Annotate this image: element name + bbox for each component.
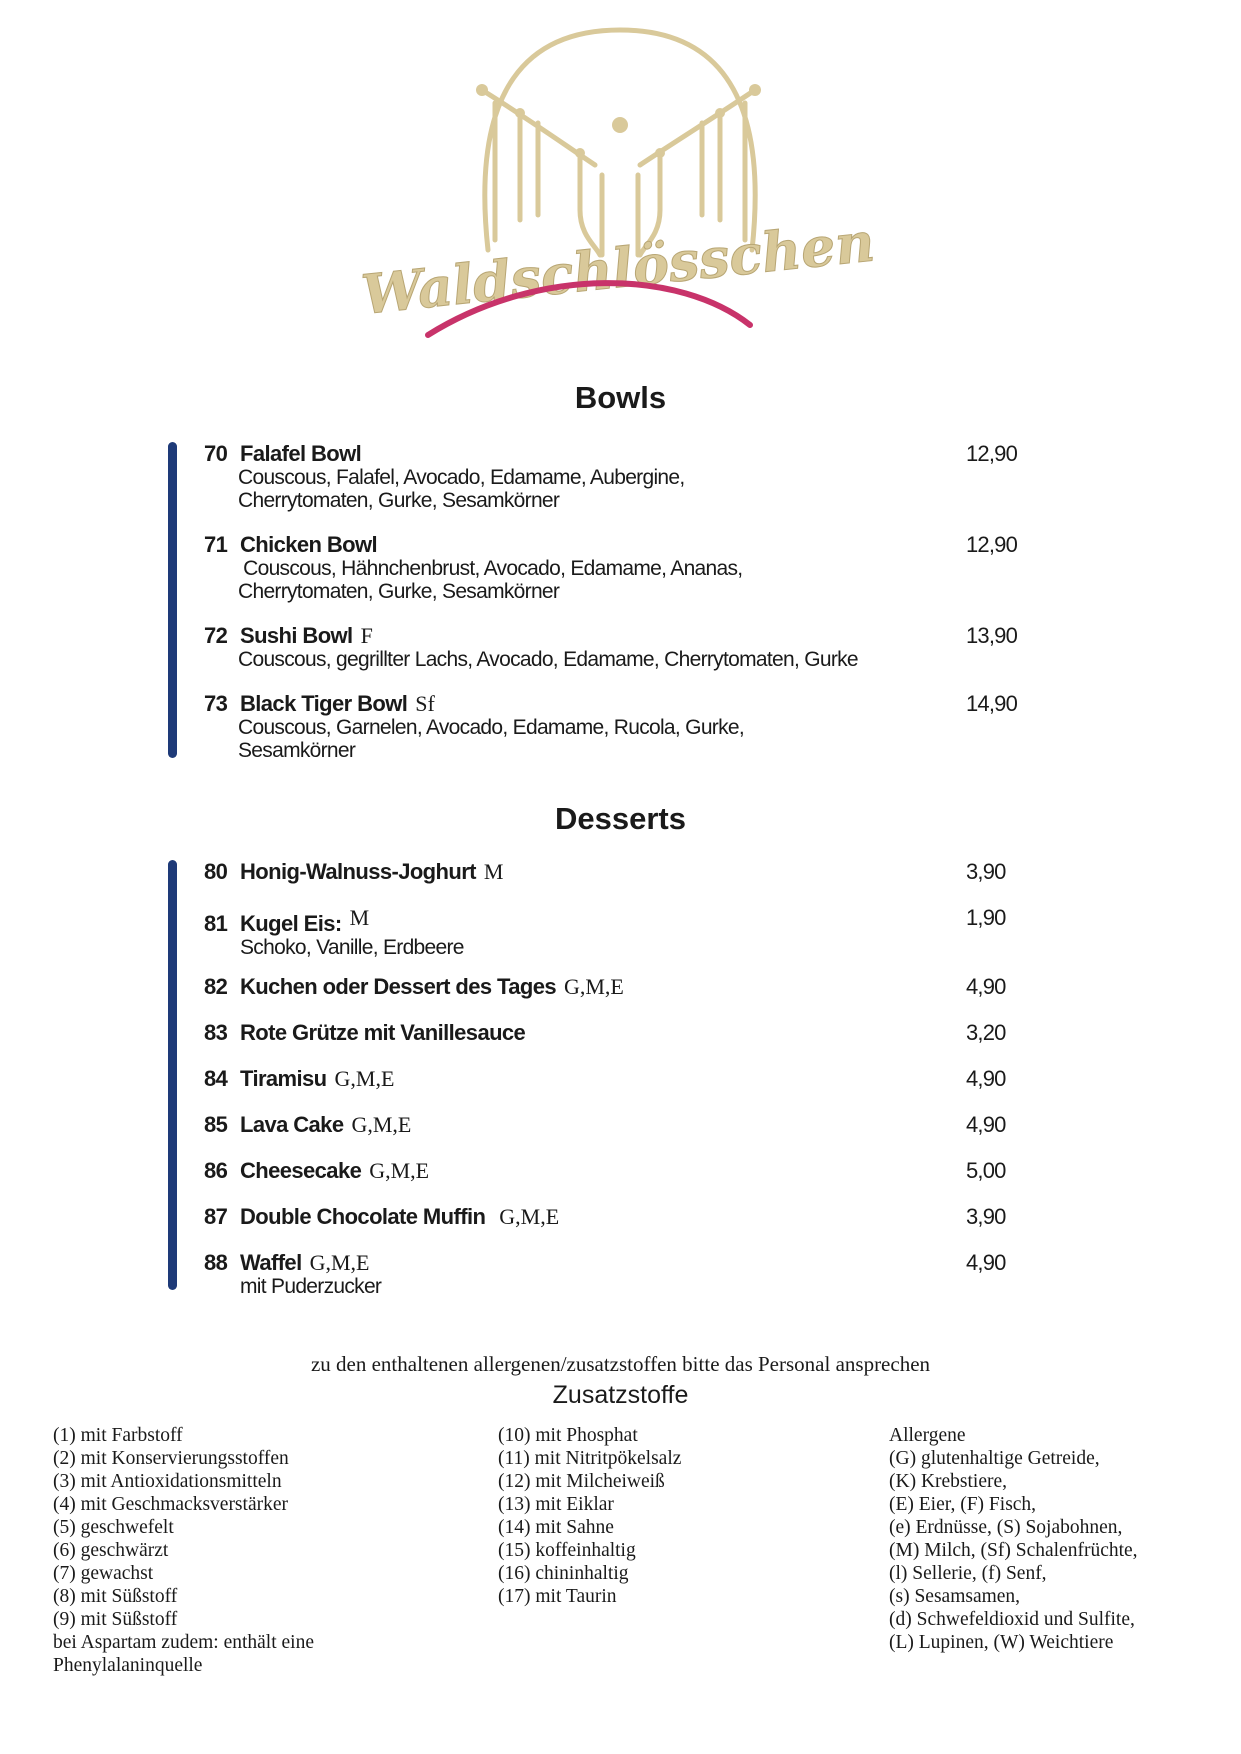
menu-item: 85 Lava Cake G,M,E 4,90	[204, 1112, 1006, 1137]
menu-item: 80 Honig-Walnuss-Joghurt M 3,90	[204, 859, 1006, 884]
desserts-title: Desserts	[555, 801, 686, 836]
menu-item: 82 Kuchen oder Dessert des Tages G,M,E 4,90	[204, 974, 1006, 999]
item-price: 3,90	[966, 1204, 1006, 1229]
zusatzstoffe-title: Zusatzstoffe	[552, 1381, 689, 1409]
item-name: Double Chocolate Muffin	[240, 1204, 486, 1229]
item-allergens: F	[360, 623, 373, 648]
item-price: 4,90	[966, 974, 1006, 999]
menu-item: 71 Chicken Bowl Couscous, Hähnchenbrust, Avocado, Edamame, Ananas, Cherrytomaten, Gurke, Sesamkörner 12,90	[204, 532, 1018, 603]
menu-item: 88 Waffel G,M,E mit Puderzucker 4,90	[204, 1250, 1006, 1298]
allergen-note: zu den enthaltenen allergenen/zusatzstoffen bitte das Personal ansprechen	[310, 1352, 931, 1376]
item-price: 4,90	[966, 1250, 1006, 1275]
item-price: 3,90	[966, 859, 1006, 884]
item-price: 4,90	[966, 1066, 1006, 1091]
item-price: 3,20	[966, 1020, 1006, 1045]
menu-item: 72 Sushi Bowl F Couscous, gegrillter Lachs, Avocado, Edamame, Cherrytomaten, Gurke 13,90	[204, 623, 1018, 671]
allergens-column: Allergene (G) glutenhaltige Getreide, (K) Krebstiere, (E) Eier, (F) Fisch, (e) Erdnüsse, (S) Sojabohnen, (M) Milch, (Sf) Schalenfrüchte, (l) Sellerie, (f) Senf, (s) Sesamsamen, (d) Schwefeldioxid und Sulfite, (L) Lupinen, (W) Weichtiere	[889, 1425, 1138, 1653]
desserts-bar	[168, 860, 177, 1290]
menu-item: 70 Falafel Bowl Couscous, Falafel, Avocado, Edamame, Aubergine, Cherrytomaten, Gurke, Sesamkörner 12,90	[204, 441, 1018, 512]
item-name: Sushi Bowl	[240, 623, 353, 648]
item-name: Falafel Bowl	[240, 441, 362, 466]
item-allergens: M	[349, 905, 370, 930]
item-name: Kugel Eis:	[240, 911, 342, 936]
item-allergens: M	[483, 859, 504, 884]
menu-item: 84 Tiramisu G,M,E 4,90	[204, 1066, 1006, 1091]
item-price: 12,90	[966, 441, 1018, 466]
waldschloesschen-logo	[358, 25, 878, 380]
item-price: 4,90	[966, 1112, 1006, 1137]
item-price: 1,90	[966, 905, 1006, 930]
item-allergens: G,M,E	[334, 1066, 395, 1091]
item-name: Tiramisu	[240, 1066, 327, 1091]
item-price: 12,90	[966, 532, 1018, 557]
item-allergens: G,M,E	[309, 1250, 370, 1275]
item-name: Kuchen oder Dessert des Tages	[240, 974, 556, 999]
item-name: Honig-Walnuss-Joghurt	[240, 859, 476, 884]
item-price: 14,90	[966, 691, 1018, 716]
item-name: Lava Cake	[240, 1112, 344, 1137]
item-allergens: G,M,E	[563, 974, 624, 999]
menu-item: 87 Double Chocolate Muffin G,M,E 3,90	[204, 1204, 1006, 1229]
item-name: Rote Grütze mit Vanillesauce	[240, 1020, 526, 1045]
item-name: Waffel	[240, 1250, 302, 1275]
menu-item: 73 Black Tiger Bowl Sf Couscous, Garnelen, Avocado, Edamame, Rucola, Gurke, Sesamkörner 14,90	[204, 691, 1018, 762]
additives-column-2: (10) mit Phosphat (11) mit Nitritpökelsalz (12) mit Milcheiweiß (13) mit Eiklar (14) mit Sahne (15) koffeinhaltig (16) chininhaltig (17) mit Taurin	[498, 1425, 682, 1607]
logo-text: Waldschlösschen	[358, 209, 878, 327]
menu-item: 83 Rote Grütze mit Vanillesauce 3,20	[204, 1020, 1006, 1045]
bowls-title: Bowls	[574, 380, 667, 415]
item-allergens: Sf	[415, 691, 435, 716]
menu-item: 81 Kugel Eis: M Schoko, Vanille, Erdbeere 1,90	[204, 905, 1006, 959]
item-price: 13,90	[966, 623, 1018, 648]
item-name: Cheesecake	[240, 1158, 362, 1183]
item-name: Chicken Bowl	[240, 532, 378, 557]
item-allergens: G,M,E	[369, 1158, 430, 1183]
bowls-bar	[168, 442, 177, 758]
additives-column-1: (1) mit Farbstoff (2) mit Konservierungsstoffen (3) mit Antioxidationsmitteln (4) mit Geschmacksverstärker (5) geschwefelt (6) geschwärzt (7) gewachst (8) mit Süßstoff (9) mit Süßstoff bei Aspartam zudem: enthält eine Phenylalaninquelle	[53, 1425, 314, 1676]
item-allergens: G,M,E	[499, 1204, 560, 1229]
item-price: 5,00	[966, 1158, 1006, 1183]
item-name: Black Tiger Bowl	[240, 691, 408, 716]
item-allergens: G,M,E	[351, 1112, 412, 1137]
menu-item: 86 Cheesecake G,M,E 5,00	[204, 1158, 1006, 1183]
